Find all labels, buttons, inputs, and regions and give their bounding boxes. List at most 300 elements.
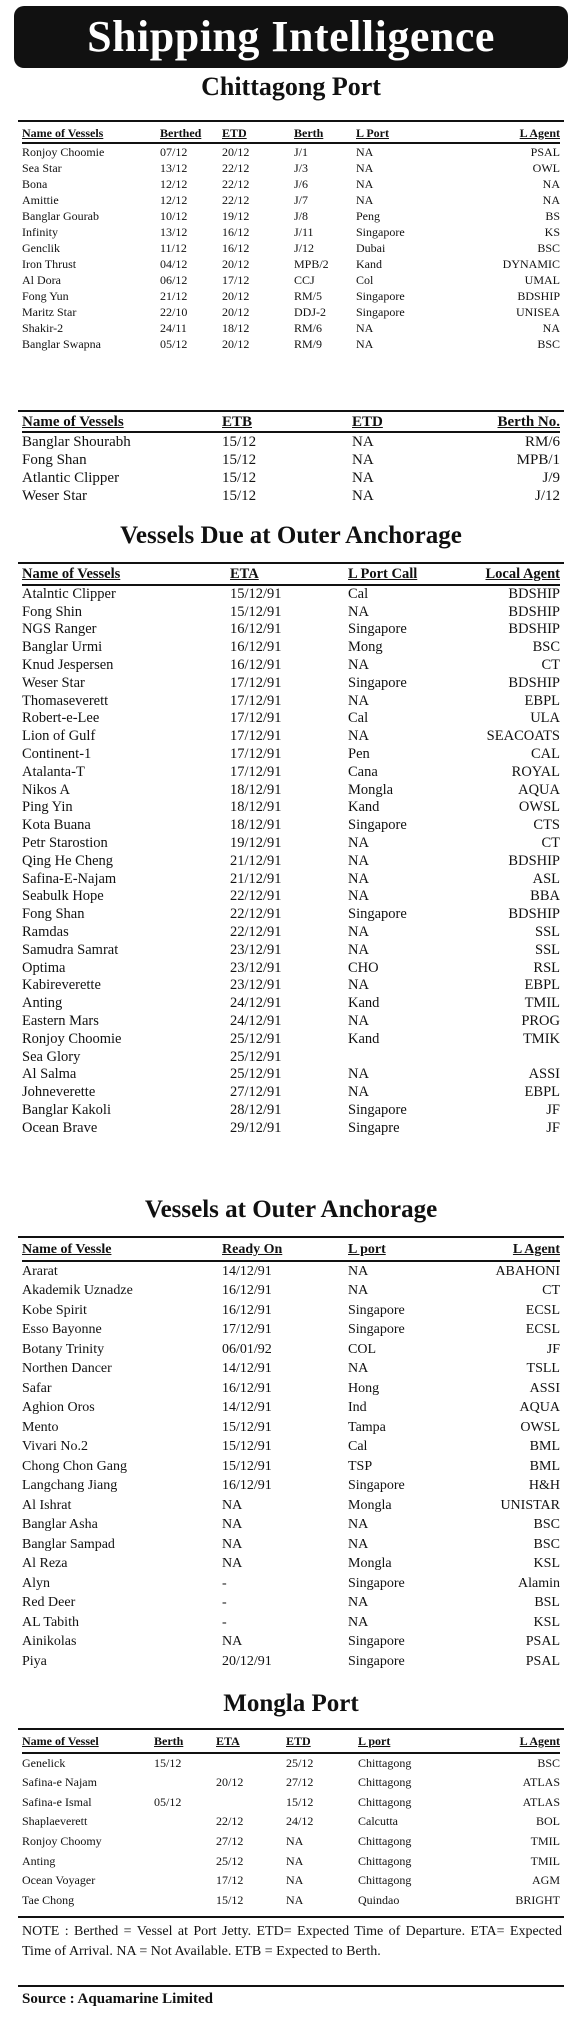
table-cell: Kand: [348, 799, 380, 816]
table-cell: 15/12/91: [222, 1458, 272, 1474]
table-cell: 10/12: [160, 209, 188, 223]
table-cell: Singapore: [356, 305, 405, 319]
table-cell: KSL: [533, 1614, 560, 1630]
table-cell: 17/12/91: [230, 692, 282, 709]
table-cell: Safina-e Ismal: [22, 1794, 92, 1809]
table-row: [22, 1773, 560, 1793]
table-cell: Infinity: [22, 225, 58, 239]
table-cell: BSC: [537, 1755, 560, 1770]
table-cell: AQUA: [519, 1400, 560, 1415]
table-cell: NA: [542, 321, 560, 335]
table-cell: Al Dora: [22, 273, 61, 287]
table-cell: Fong Shan: [22, 906, 85, 923]
column-header: L Agent: [468, 1240, 560, 1261]
footnote: NOTE : Berthed = Vessel at Port Jetty. ETD= Expected Time of Departure. ETA= Expected Time of Arrival. NA = Not Available. ETB = Expected to Berth.: [22, 1924, 562, 1959]
table-cell: NA: [356, 145, 374, 159]
table-cell: Singapore: [348, 817, 407, 834]
rule: [18, 410, 564, 412]
table-row: [22, 871, 560, 889]
table-cell: Cal: [348, 1439, 368, 1454]
table-cell: Vivari No.2: [22, 1439, 89, 1454]
table-cell: JF: [546, 1101, 560, 1118]
table-cell: Chittagong: [358, 1775, 412, 1790]
table-cell: 16/12/91: [230, 656, 282, 673]
table-row: [22, 728, 560, 746]
table-cell: J/8: [294, 209, 309, 223]
table-cell: 27/12: [286, 1775, 314, 1790]
table-cell: Tampa: [348, 1419, 386, 1435]
table-cell: UNISEA: [516, 305, 560, 319]
table-cell: PSAL: [525, 1634, 560, 1649]
table-cell: BOL: [536, 1814, 560, 1829]
table-cell: EBPL: [524, 1084, 560, 1101]
table-cell: BDSHIP: [508, 674, 560, 691]
table-cell: [464, 1049, 560, 1067]
table-cell: Genelick: [22, 1755, 66, 1770]
table-cell: [216, 1753, 286, 1774]
table-row: [22, 639, 560, 657]
table-cell: [154, 1852, 216, 1872]
table-cell: NA: [542, 177, 560, 191]
table-cell: Singapore: [348, 1653, 405, 1669]
table-cell: -: [222, 1595, 227, 1610]
table-cell: Ronjoy Choomy: [22, 1833, 102, 1848]
table-row: [22, 710, 560, 728]
table-cell: NGS Ranger: [22, 621, 97, 638]
table-cell: Atalntic Clipper: [22, 585, 116, 602]
table-row: [22, 764, 560, 782]
table-cell: AQUA: [518, 781, 560, 798]
table-cell: 06/12: [160, 273, 188, 287]
table-cell: Ararat: [22, 1263, 58, 1279]
table-row: [22, 1793, 560, 1813]
table-cell: Petr Starostion: [22, 834, 108, 851]
table-row: [22, 1476, 560, 1496]
header-row: [22, 1732, 560, 1753]
table-cell: 19/12: [222, 209, 250, 223]
table-cell: JF: [546, 1119, 560, 1136]
table-row: [22, 1379, 560, 1399]
table-cell: J/1: [294, 145, 309, 159]
table-cell: 16/12/91: [222, 1302, 272, 1318]
table-cell: 20/12: [222, 289, 250, 303]
column-header: Ready On: [222, 1240, 348, 1261]
table-cell: NA: [348, 870, 369, 887]
column-header: L Agent: [466, 1732, 560, 1753]
table-cell: NA: [348, 1517, 369, 1532]
table-cell: CT: [541, 834, 560, 851]
table-cell: KSL: [533, 1556, 560, 1571]
table-cell: CT: [542, 1283, 560, 1298]
table-cell: J/6: [294, 177, 309, 191]
table-cell: Kobe Spirit: [22, 1302, 87, 1318]
table-cell: ATLAS: [522, 1794, 560, 1809]
table-cell: 16/12/91: [222, 1478, 272, 1493]
table-cell: BDSHIP: [508, 852, 560, 869]
mongla-table: [22, 1732, 560, 1910]
table-cell: Robert-e-Lee: [22, 710, 100, 727]
table-cell: BS: [545, 209, 560, 223]
table-cell: 22/12/91: [230, 923, 282, 940]
table-cell: NA: [356, 177, 374, 191]
table-row: [22, 1049, 560, 1067]
table-cell: 16/12/91: [230, 621, 282, 638]
table-cell: 25/12/91: [230, 1030, 282, 1047]
table-cell: Col: [356, 273, 374, 287]
table-cell: NA: [348, 1066, 369, 1083]
table-cell: Shakir-2: [22, 321, 64, 335]
table-cell: Iron Thrust: [22, 257, 77, 271]
table-cell: Maritz Star: [22, 305, 77, 319]
table-cell: NA: [348, 852, 369, 869]
table-cell: NA: [356, 337, 374, 351]
table-cell: [154, 1832, 216, 1852]
table-row: [22, 1320, 560, 1340]
table-cell: J/7: [294, 193, 309, 207]
table-cell: Samudra Samrat: [22, 941, 119, 958]
table-cell: 22/12: [222, 193, 250, 207]
table-cell: 21/12/91: [230, 870, 282, 887]
column-header: ETD: [286, 1732, 358, 1753]
table-cell: TMIL: [524, 995, 560, 1012]
table-cell: 20/12: [216, 1775, 244, 1790]
table-cell: SSL: [535, 941, 560, 958]
table-cell: NA: [348, 1012, 369, 1029]
table-cell: Peng: [356, 209, 380, 223]
table-cell: NA: [348, 834, 369, 851]
due-outer-title: Vessels Due at Outer Anchorage: [120, 522, 462, 549]
table-cell: 21/12/91: [230, 852, 282, 869]
table-cell: RSL: [533, 959, 560, 976]
table-cell: 14/12/91: [222, 1400, 272, 1415]
table-cell: 28/12/91: [230, 1101, 282, 1118]
table-cell: Mong: [348, 639, 383, 656]
table-cell: 15/12: [222, 452, 257, 468]
table-cell: Seabulk Hope: [22, 888, 104, 905]
table-cell: NA: [222, 1556, 243, 1571]
column-header: Name of Vessels: [22, 124, 160, 143]
table-cell: KS: [544, 225, 560, 239]
header-row: [22, 124, 560, 143]
table-cell: Continent-1: [22, 745, 92, 762]
table-cell: NA: [348, 888, 369, 905]
table-cell: Singapore: [348, 1302, 405, 1318]
rule: [18, 1985, 564, 1987]
table-cell: Chittagong: [358, 1794, 412, 1809]
table-cell: Esso Bayonne: [22, 1322, 102, 1337]
table-cell: -: [222, 1614, 227, 1630]
table-cell: BML: [529, 1458, 560, 1474]
table-cell: 20/12: [222, 337, 250, 351]
header-row: [22, 566, 560, 585]
table-cell: ASSI: [529, 1380, 560, 1396]
table-row: [22, 1418, 560, 1438]
table-cell: Kabireverette: [22, 977, 101, 994]
column-header: Berth: [294, 124, 356, 143]
table-cell: [216, 1793, 286, 1813]
table-row: [22, 977, 560, 995]
table-cell: Hong: [348, 1380, 380, 1396]
table-cell: J/3: [294, 161, 309, 175]
table-cell: 17/12/91: [230, 763, 282, 780]
table-row: [22, 1437, 560, 1457]
table-cell: NA: [222, 1497, 243, 1513]
column-header: Name of Vessle: [22, 1240, 222, 1261]
table-row: [22, 1496, 560, 1516]
table-cell: Banglar Asha: [22, 1517, 98, 1532]
table-row: [22, 835, 560, 853]
at-outer-table: [22, 1240, 560, 1671]
table-cell: 15/12: [216, 1892, 244, 1907]
table-cell: OWSL: [520, 1419, 560, 1435]
table-cell: BSC: [533, 1536, 560, 1552]
table-cell: PSAL: [525, 1653, 560, 1669]
table-cell: NA: [348, 941, 369, 958]
table-cell: Singapore: [356, 225, 405, 239]
rule: [18, 562, 564, 564]
table-cell: Alyn: [22, 1575, 50, 1591]
column-header: ETA: [230, 566, 348, 585]
table-row: [22, 192, 560, 208]
table-row: [22, 469, 560, 487]
table-row: [22, 604, 560, 622]
table-row: [22, 432, 560, 451]
chittagong-title: Chittagong Port: [201, 72, 381, 101]
table-cell: Fong Yun: [22, 289, 69, 303]
table-cell: 22/12/91: [230, 888, 282, 905]
table-cell: NA: [348, 603, 369, 620]
table-row: [22, 1753, 560, 1774]
table-cell: [154, 1891, 216, 1911]
table-cell: 22/12: [222, 161, 250, 175]
table-cell: CT: [541, 656, 560, 673]
table-cell: Qing He Cheng: [22, 852, 114, 869]
table-cell: Ocean Brave: [22, 1119, 98, 1136]
table-cell: 17/12/91: [230, 728, 282, 745]
column-header: ETB: [222, 413, 352, 432]
table-cell: 25/12: [216, 1853, 244, 1868]
table-cell: 22/12: [216, 1814, 244, 1829]
table-cell: Ramdas: [22, 923, 69, 940]
table-cell: 17/12/91: [230, 710, 282, 727]
table-cell: 15/12: [222, 434, 257, 450]
table-cell: BDSHIP: [517, 289, 560, 303]
table-row: [22, 143, 560, 160]
table-cell: 16/12/91: [230, 639, 282, 656]
table-cell: ECSL: [525, 1322, 560, 1337]
table-cell: Quindao: [358, 1892, 400, 1907]
table-cell: Singapore: [348, 621, 407, 638]
table-cell: Knud Jespersen: [22, 656, 114, 673]
table-row: [22, 1398, 560, 1418]
table-cell: BSC: [532, 639, 560, 656]
table-row: [22, 1340, 560, 1360]
column-header: Name of Vessels: [22, 566, 230, 585]
table-cell: TMIL: [530, 1853, 560, 1868]
table-cell: BSC: [537, 241, 560, 255]
table-cell: BSC: [537, 337, 560, 351]
table-cell: CAL: [531, 745, 560, 762]
table-cell: Singapore: [348, 1575, 405, 1591]
table-cell: TMIL: [530, 1833, 560, 1848]
table-cell: NA: [222, 1536, 243, 1552]
table-cell: 16/12/91: [222, 1283, 272, 1298]
table-cell: Johneverette: [22, 1084, 96, 1101]
table-cell: [154, 1871, 216, 1891]
table-cell: Anting: [22, 995, 63, 1012]
table-cell: NA: [348, 1595, 369, 1610]
table-cell: NA: [348, 656, 369, 673]
table-cell: [348, 1049, 464, 1067]
table-row: [22, 924, 560, 942]
table-row: [22, 1652, 560, 1672]
table-cell: 04/12: [160, 257, 188, 271]
table-cell: Banglar Kakoli: [22, 1101, 111, 1118]
table-cell: Singapore: [348, 1101, 407, 1118]
table-cell: 11/12: [160, 241, 187, 255]
table-cell: NA: [286, 1892, 304, 1907]
table-cell: Ronjoy Choomie: [22, 145, 105, 159]
table-cell: MPB/2: [294, 257, 329, 271]
table-cell: NA: [348, 1536, 369, 1552]
table-cell: Lion of Gulf: [22, 728, 96, 745]
table-row: [22, 288, 560, 304]
table-cell: ASSI: [528, 1066, 560, 1083]
table-cell: NA: [222, 1634, 243, 1649]
table-cell: DYNAMIC: [502, 257, 560, 271]
table-cell: TSLL: [526, 1361, 560, 1376]
table-cell: Banglar Sampad: [22, 1536, 115, 1552]
table-cell: Singapore: [348, 1478, 405, 1493]
table-cell: ECSL: [525, 1302, 560, 1318]
mongla-title: Mongla Port: [223, 1690, 359, 1717]
table-cell: CHO: [348, 959, 379, 976]
table-row: [22, 208, 560, 224]
table-cell: 27/12/91: [230, 1084, 282, 1101]
table-cell: Piya: [22, 1653, 47, 1669]
table-cell: Red Deer: [22, 1595, 76, 1610]
table-cell: 15/12: [222, 470, 257, 486]
header-row: [22, 1240, 560, 1261]
table-cell: NA: [348, 1614, 369, 1630]
table-row: [22, 1066, 560, 1084]
table-cell: 16/12: [222, 225, 250, 239]
table-cell: Anting: [22, 1853, 56, 1868]
table-cell: NA: [286, 1853, 304, 1868]
table-cell: Eastern Mars: [22, 1012, 99, 1029]
table-cell: 24/12: [286, 1814, 314, 1829]
table-cell: Cana: [348, 763, 378, 780]
table-cell: Ping Yin: [22, 799, 73, 816]
table-cell: Chittagong: [358, 1755, 412, 1770]
table-row: [22, 224, 560, 240]
table-cell: BDSHIP: [508, 585, 560, 602]
table-cell: Shaplaeverett: [22, 1814, 88, 1829]
table-cell: Nikos A: [22, 781, 70, 798]
table-row: [22, 1832, 560, 1852]
table-cell: NA: [348, 923, 369, 940]
table-cell: NA: [286, 1873, 304, 1888]
table-cell: 23/12/91: [230, 959, 282, 976]
table-cell: Fong Shan: [22, 452, 87, 468]
table-cell: BBA: [530, 888, 560, 905]
rule: [18, 1728, 564, 1730]
column-header: Name of Vessel: [22, 1732, 154, 1753]
table-cell: 22/12/91: [230, 906, 282, 923]
table-cell: 18/12: [222, 321, 250, 335]
table-cell: ABAHONI: [495, 1263, 560, 1279]
table-row: [22, 1515, 560, 1535]
table-cell: 16/12/91: [222, 1380, 272, 1396]
table-cell: 15/12/91: [230, 603, 282, 620]
table-cell: Banglar Swapna: [22, 337, 101, 351]
table-cell: 07/12: [160, 145, 188, 159]
table-row: [22, 1457, 560, 1477]
table-cell: Sea Star: [22, 161, 62, 175]
column-header: ETD: [222, 124, 294, 143]
table-cell: Weser Star: [22, 674, 85, 691]
table-cell: 12/12: [160, 193, 188, 207]
table-cell: RM/6: [524, 434, 560, 450]
table-cell: Genclik: [22, 241, 60, 255]
table-cell: 13/12: [160, 225, 188, 239]
table-cell: 25/12/91: [230, 1066, 282, 1083]
table-cell: -: [222, 1575, 227, 1591]
table-cell: BRIGHT: [515, 1892, 560, 1907]
table-cell: Singapre: [348, 1119, 400, 1136]
table-cell: Banglar Urmi: [22, 639, 103, 656]
table-cell: 20/12: [222, 145, 250, 159]
table-cell: 20/12: [222, 257, 250, 271]
table-cell: PSAL: [530, 145, 560, 159]
berthed-table: [22, 124, 560, 352]
at-outer-title: Vessels at Outer Anchorage: [144, 1196, 438, 1223]
table-cell: BSL: [534, 1595, 560, 1610]
table-cell: Safina-e Najam: [22, 1775, 97, 1790]
column-header: L Port: [356, 124, 466, 143]
table-row: [22, 1891, 560, 1911]
table-cell: Thomaseverett: [22, 692, 109, 709]
table-cell: NA: [348, 1263, 369, 1279]
table-cell: Aghion Oros: [22, 1400, 95, 1415]
table-row: [22, 657, 560, 675]
table-cell: Alamin: [518, 1575, 560, 1591]
table-cell: NA: [352, 434, 374, 450]
table-cell: RM/6: [294, 321, 323, 335]
table-row: [22, 160, 560, 176]
table-cell: NA: [352, 452, 374, 468]
table-row: [22, 621, 560, 639]
table-cell: 15/12/91: [230, 585, 282, 602]
table-cell: Pen: [348, 745, 370, 762]
table-row: [22, 995, 560, 1013]
table-cell: ATLAS: [522, 1775, 560, 1790]
table-cell: BDSHIP: [508, 906, 560, 923]
table-cell: Chittagong: [358, 1853, 412, 1868]
column-header: Berth: [154, 1732, 216, 1753]
table-row: [22, 1613, 560, 1633]
table-row: [22, 1261, 560, 1282]
table-cell: NA: [348, 977, 369, 994]
table-row: [22, 853, 560, 871]
table-cell: Optima: [22, 959, 66, 976]
table-cell: AL Tabith: [22, 1614, 79, 1630]
rule: [18, 1236, 564, 1238]
table-row: [22, 782, 560, 800]
table-cell: 24/12/91: [230, 1012, 282, 1029]
table-cell: Atalanta-T: [22, 763, 85, 780]
table-row: [22, 1031, 560, 1049]
